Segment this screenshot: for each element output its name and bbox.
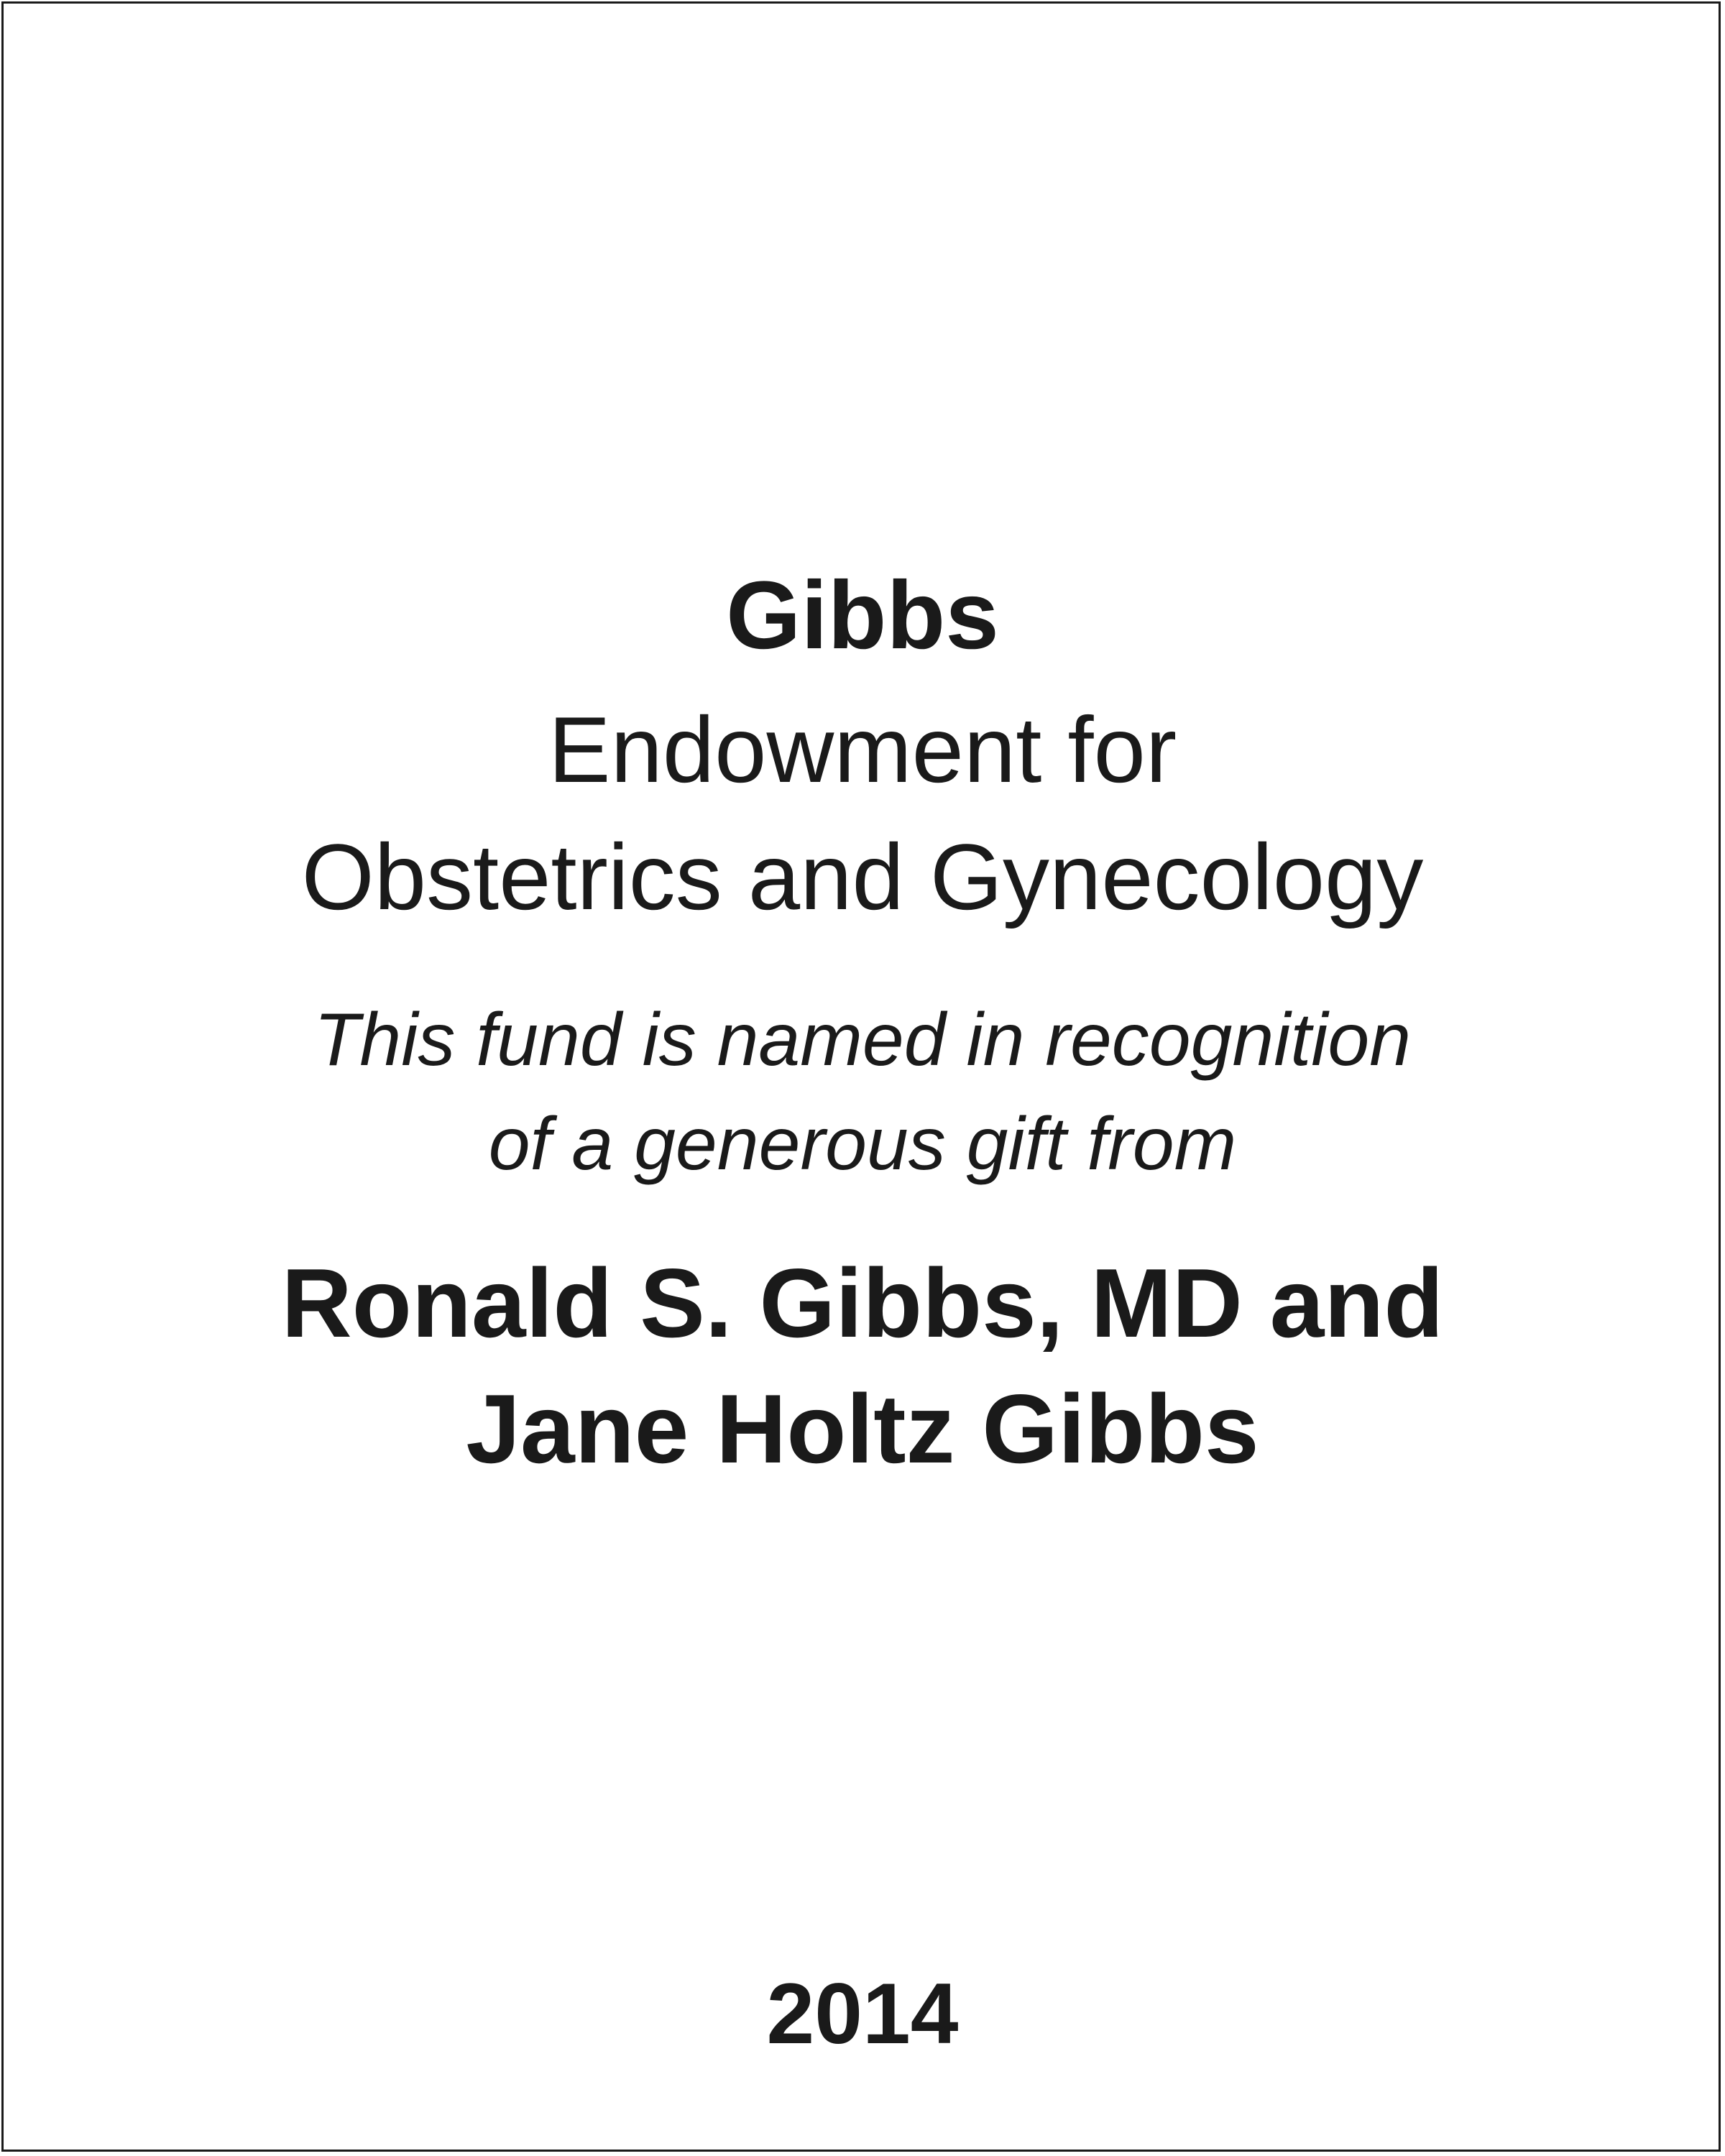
dedication-line-1: This fund is named in recognition [313,998,1412,1082]
fund-type-line: Endowment for [548,697,1177,802]
donor-name-line-1: Ronald S. Gibbs, MD and [281,1248,1444,1358]
donor-name-line-2: Jane Holtz Gibbs [466,1374,1259,1483]
dedication-line-2: of a generous gift from [488,1102,1237,1186]
fund-surname-heading: Gibbs [726,562,999,669]
plaque-year: 2014 [766,1966,959,2062]
fund-subject-line: Obstetrics and Gynecology [301,824,1424,929]
